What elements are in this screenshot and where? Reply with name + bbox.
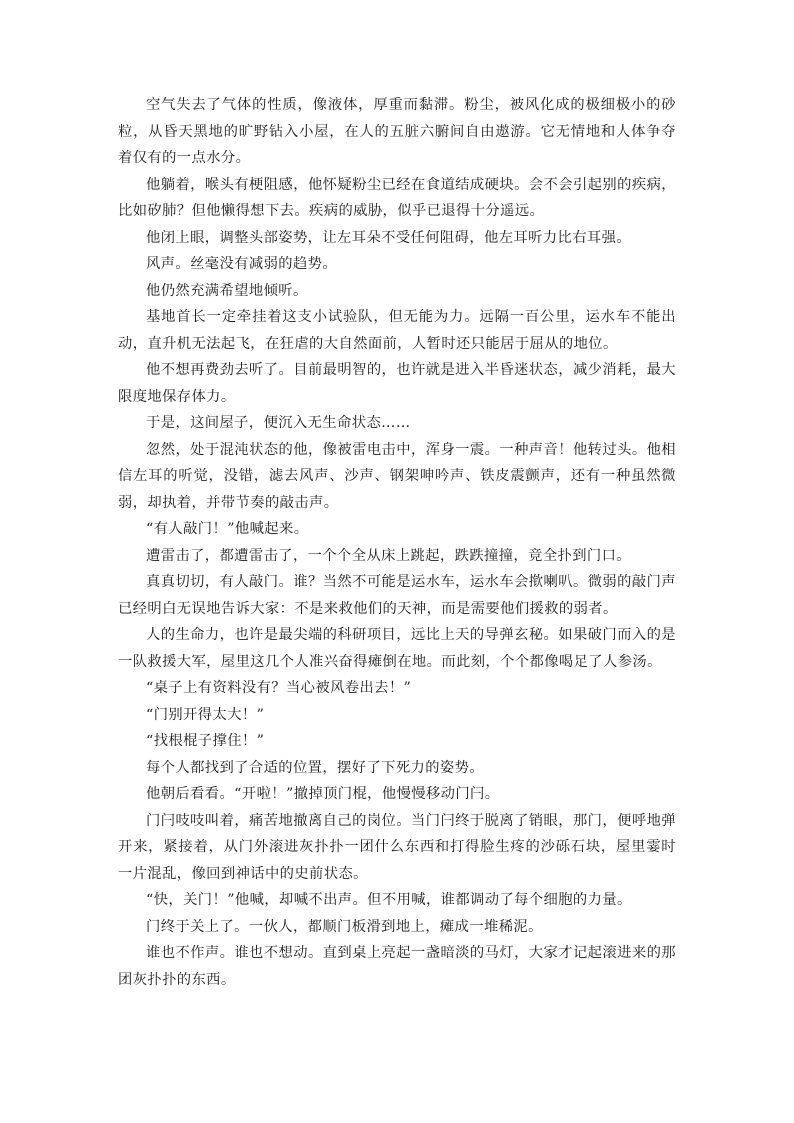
paragraph: “门别开得太大！” <box>146 706 265 723</box>
paragraph: “有人敲门！”他喊起来。 <box>146 521 309 537</box>
paragraph: “快，关门！”他喊，却喊不出声。但不用喊，谁都调动了每个细胞的力量。 <box>146 892 632 908</box>
paragraph: 空气失去了气体的性质，像液体，厚重而黏滞。粉尘，被风化成的极细极小的砂粒，从昏天黑地的旷野钻入小屋，在人的五脏六腑间自由遨游。它无情地和人体争夺着仅有的一点水分。 <box>118 97 676 166</box>
paragraph: 遭雷击了，都遭雷击了，一个个全从床上跳起，跌跌撞撞，竞全扑到门口。 <box>146 547 631 564</box>
paragraph: 他闭上眼，调整头部姿势，让左耳朵不受任何阻碍，他左耳听力比右耳强。 <box>146 229 631 246</box>
paragraph: “找根棍子撑住！” <box>146 733 265 749</box>
paragraph: 他躺着，喉头有梗阻感，他怀疑粉尘已经在食道结成硬块。会不会引起别的疾病，比如矽肺？但他懒得想下去。疾病的威胁，似乎已退得十分遥远。 <box>118 176 676 219</box>
paragraph: 他朝后看看。“开啦！”撤掉顶门棍，他慢慢移动门闩。 <box>146 786 500 802</box>
paragraph: 忽然，处于混沌状态的他，像被雷电击中，浑身一震。一种声音！他转过头。他相信左耳的听觉，没错，滤去风声、沙声、钢架呻吟声、铁皮震颤声，还有一种虽然微弱，却执着，并带节奏的敲击声。 <box>118 441 676 511</box>
paragraph: 他不想再费劲去听了。目前最明智的，也许就是进入半昏迷状态，减少消耗，最大限度地保存体力。 <box>118 362 676 405</box>
paragraph: “桌子上有资料没有？当心被风卷出去！” <box>146 680 412 696</box>
paragraph: 于是，这间屋子，便沉入无生命状态…… <box>146 415 411 431</box>
paragraph: 基地首长一定牵挂着这支小试验队，但无能为力。远隔一百公里，运水车不能出动，直升机无法起飞，在狂虐的大自然面前，人暂时还只能居于屈从的地位。 <box>118 309 676 352</box>
article-body <box>118 92 676 993</box>
paragraph: 真真切切，有人敲门。谁？当然不可能是运水车，运水车会揿喇叭。微弱的敲门声已经明白无误地告诉大家：不是来救他们的天神，而是需要他们援救的弱者。 <box>118 574 676 617</box>
paragraph: 他仍然充满希望地倾听。 <box>146 282 308 299</box>
paragraph: 门闩吱吱叫着，痛苦地撤离自己的岗位。当门闩终于脱离了销眼，那门，便呼地弹开来，紧接着，从门外滚进灰扑扑一团什么东西和打得脸生疼的沙砾石块，屋里霎时一片混乱，像回到神话中的史前状态。 <box>118 812 676 882</box>
paragraph: 风声。丝毫没有减弱的趋势。 <box>146 256 338 272</box>
paragraph: 谁也不作声。谁也不想动。直到桌上亮起一盏暗淡的马灯，大家才记起滚进来的那团灰扑扑的东西。 <box>118 945 676 988</box>
paragraph: 每个人都找到了合适的位置，摆好了下死力的姿势。 <box>146 759 485 776</box>
paragraph: 门终于关上了。一伙人，都顺门板滑到地上，瘫成一堆稀泥。 <box>146 918 543 935</box>
paragraph: 人的生命力，也许是最尖端的科研项目，远比上天的导弹玄秘。如果破门而入的是一队救援大军，屋里这几个人准兴奋得瘫倒在地。而此刻，个个都像喝足了人参汤。 <box>118 627 676 670</box>
